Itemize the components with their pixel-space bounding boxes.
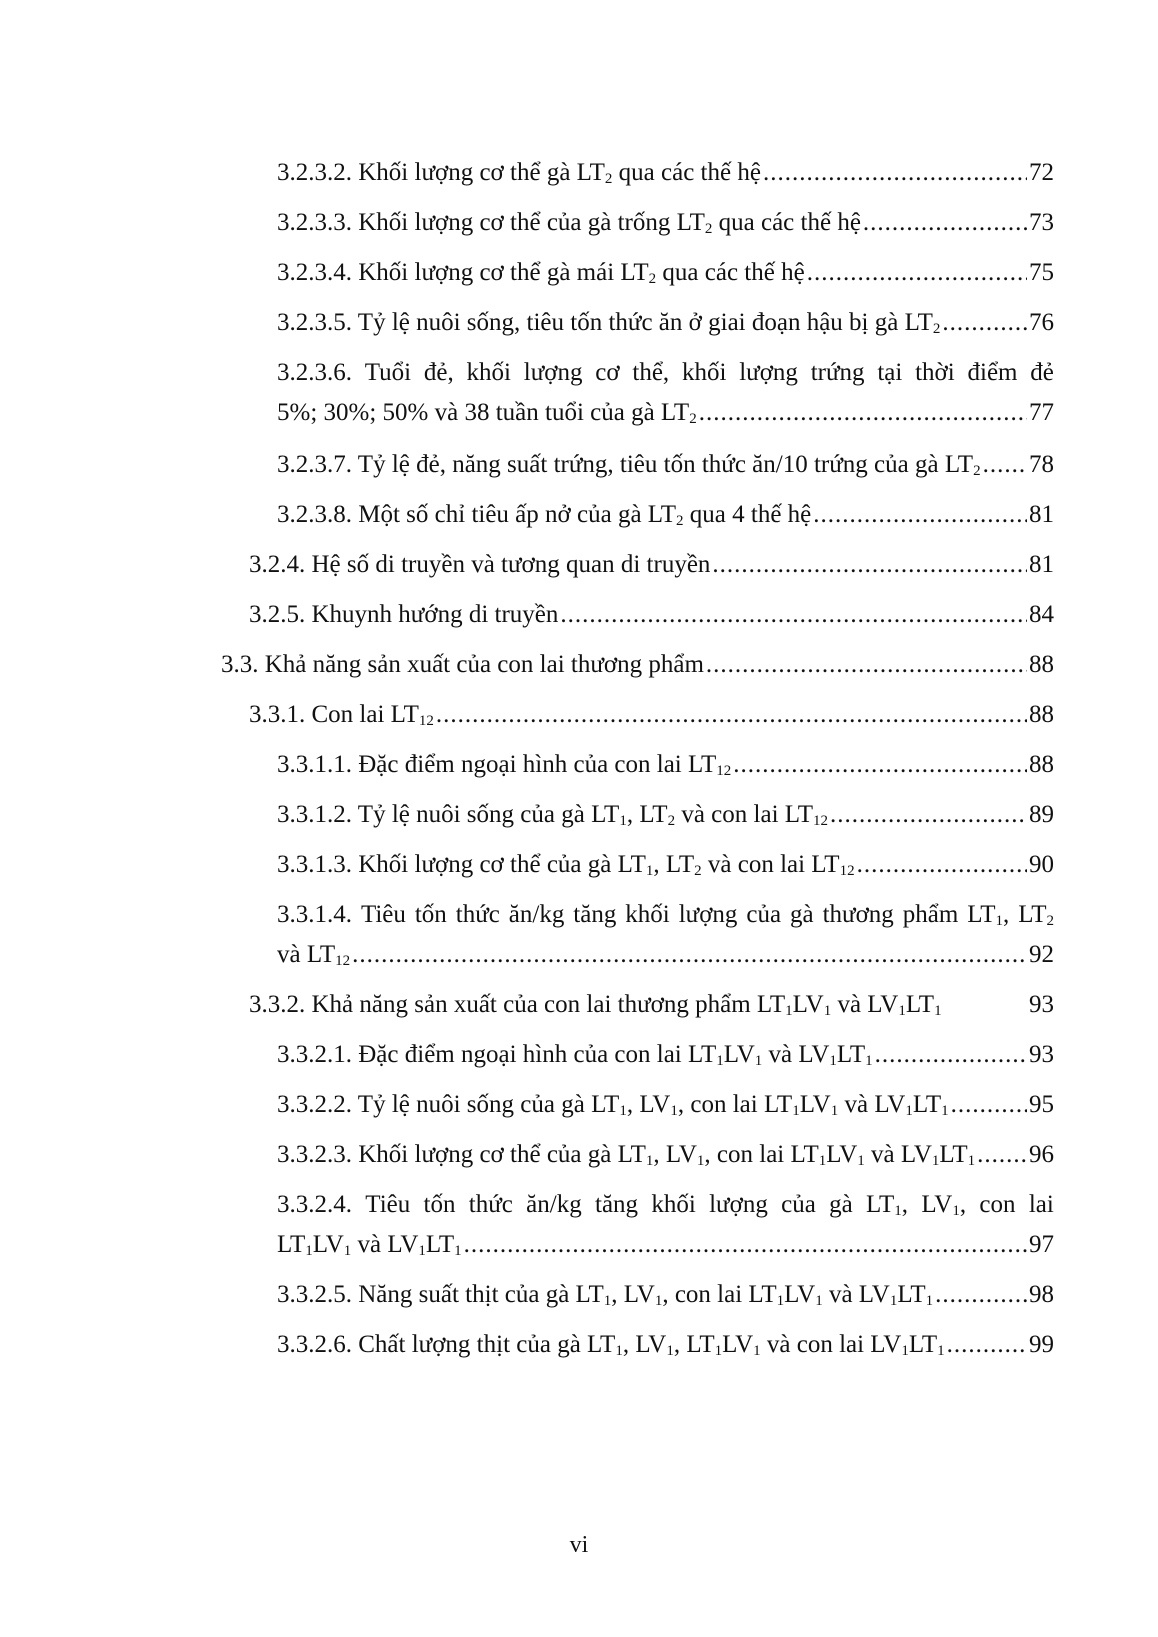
toc-text: tăng xyxy=(573,901,617,928)
toc-word: Tuổi xyxy=(364,359,412,386)
subscript: 1 xyxy=(901,1343,909,1359)
toc-text: LT xyxy=(866,1191,895,1218)
toc-word xyxy=(903,895,959,935)
toc-word xyxy=(424,1185,456,1225)
subscript: 1 xyxy=(792,1103,800,1119)
toc-text: và LV xyxy=(838,1091,906,1118)
toc-text: gà xyxy=(790,901,814,928)
toc-text: LT xyxy=(905,991,935,1018)
toc-word xyxy=(921,1185,966,1225)
toc-text: LV xyxy=(921,1191,953,1218)
toc-text: 3.3.2. Khả năng sản xuất của con lai thương phẩm LT xyxy=(249,991,786,1018)
toc-text: 3.3.1.2. Tỷ lệ nuôi sống của gà LT xyxy=(277,801,620,828)
subscript: 1 xyxy=(645,863,654,879)
toc-entry[interactable] xyxy=(221,645,1054,685)
toc-title xyxy=(221,645,704,685)
toc-text: , LT xyxy=(626,801,668,828)
subscript: 1 xyxy=(343,1243,352,1259)
toc-title xyxy=(277,1325,945,1365)
toc-title xyxy=(277,745,731,785)
subscript: 12 xyxy=(418,713,434,729)
subscript: 1 xyxy=(666,1343,674,1359)
toc-text: LV xyxy=(723,1041,755,1068)
toc-text: phẩm xyxy=(902,901,959,928)
toc-text: LT xyxy=(897,1281,926,1308)
leader-dots xyxy=(706,645,1027,685)
toc-word xyxy=(277,895,352,935)
toc-word: đẻ, xyxy=(423,359,454,386)
toc-word xyxy=(679,895,738,935)
toc-title xyxy=(277,845,855,885)
toc-text: , LV xyxy=(626,1091,671,1118)
subscript: 1 xyxy=(714,1343,723,1359)
toc-entry[interactable] xyxy=(277,1135,1054,1175)
toc-text: 3.3.1.1. Đặc điểm ngoại hình của con lai LT xyxy=(277,751,717,778)
subscript: 2 xyxy=(689,411,697,427)
toc-word: 3.2.3.6. xyxy=(277,359,352,386)
toc-text: và LV xyxy=(762,1041,830,1068)
leader-dots xyxy=(560,595,1027,635)
subscript: 1 xyxy=(865,1053,873,1069)
toc-page-number: 88 xyxy=(1029,651,1054,678)
subscript: 1 xyxy=(776,1293,785,1309)
leader-dots xyxy=(875,1035,1027,1075)
leader-dots xyxy=(935,1275,1027,1315)
toc-text: và con lai LT xyxy=(701,851,840,878)
toc-entry[interactable] xyxy=(277,745,1054,785)
subscript: 1 xyxy=(952,1203,960,1219)
leader-dots xyxy=(712,545,1027,585)
toc-entry[interactable] xyxy=(277,153,1054,193)
toc-text: lai xyxy=(1028,1191,1054,1218)
toc-text: LT xyxy=(939,1141,968,1168)
toc-entry[interactable] xyxy=(277,203,1054,243)
toc-word xyxy=(979,1185,1015,1225)
toc-page-number: 90 xyxy=(1029,851,1054,878)
toc-text: LV xyxy=(312,1231,344,1258)
subscript: 1 xyxy=(925,1293,934,1309)
toc-text: tăng xyxy=(595,1191,639,1218)
toc-page-number: 96 xyxy=(1029,1141,1054,1168)
leader-dots xyxy=(947,1325,1027,1365)
toc-text: con xyxy=(979,1191,1016,1218)
subscript: 2 xyxy=(973,463,981,479)
toc-entry[interactable] xyxy=(277,1185,1054,1265)
subscript: 1 xyxy=(696,1153,705,1169)
subscript: 1 xyxy=(815,1293,823,1309)
toc-title xyxy=(277,1225,462,1265)
subscript: 1 xyxy=(905,1103,913,1119)
toc-text: 3.2.3.5. Tỷ lệ nuôi sống, tiêu tốn thức ăn ở giai đoạn hậu bị gà LT xyxy=(277,309,933,336)
toc-word: lượng xyxy=(523,359,583,386)
toc-word: khối xyxy=(466,359,511,386)
toc-text: LT xyxy=(277,1231,306,1258)
toc-text: , con lai LT xyxy=(704,1141,819,1168)
toc-text: tốn xyxy=(414,901,447,928)
toc-text: Tiêu xyxy=(360,901,406,928)
toc-title xyxy=(277,203,861,243)
toc-word: lượng xyxy=(739,359,798,386)
subscript: 1 xyxy=(823,1003,832,1019)
toc-text: 3.3.2.6. Chất lượng thịt của gà LT xyxy=(277,1331,616,1358)
toc-word: trứng xyxy=(810,359,865,386)
toc-text: qua các thế hệ xyxy=(712,209,861,236)
toc-entry[interactable] xyxy=(249,695,1054,735)
toc-text: LT xyxy=(967,901,996,928)
subscript: 1 xyxy=(967,1153,976,1169)
toc-text: 3.2.3.8. Một số chỉ tiêu ấp nở của gà LT xyxy=(277,501,677,528)
toc-text: , LV xyxy=(622,1331,667,1358)
toc-page-number: 78 xyxy=(1029,451,1054,478)
subscript: 1 xyxy=(615,1343,623,1359)
subscript: 2 xyxy=(604,171,613,187)
subscript: 1 xyxy=(654,1293,663,1309)
toc-text: 3.2.3.4. Khối lượng cơ thể gà mái LT xyxy=(277,259,649,286)
subscript: 2 xyxy=(1046,913,1054,929)
toc-text: khối xyxy=(651,1191,696,1218)
toc-page-number: 99 xyxy=(1029,1331,1054,1358)
toc-word: cơ xyxy=(595,359,620,386)
toc-text: qua các thế hệ xyxy=(656,259,805,286)
toc-title xyxy=(277,303,940,343)
leader-dots xyxy=(830,795,1027,835)
toc-text: 3.2.5. Khuynh hướng di truyền xyxy=(249,601,559,628)
toc-text: và LV xyxy=(822,1281,890,1308)
leader-dots xyxy=(977,1135,1027,1175)
toc-entry[interactable] xyxy=(277,1085,1054,1125)
toc-word xyxy=(361,895,406,935)
toc-word: điểm xyxy=(967,359,1018,386)
toc-entry[interactable] xyxy=(249,545,1054,585)
toc-entry[interactable] xyxy=(277,895,1054,975)
toc-title xyxy=(277,795,828,835)
toc-word xyxy=(469,1185,513,1225)
toc-text: tốn xyxy=(423,1191,456,1218)
leader-dots xyxy=(699,393,1027,433)
toc-text: LT xyxy=(908,1331,938,1358)
subscript: 1 xyxy=(857,1153,865,1169)
toc-page-number: 89 xyxy=(1029,801,1054,828)
toc-text: , con lai LT xyxy=(662,1281,777,1308)
toc-title xyxy=(277,1085,949,1125)
toc-text: của xyxy=(746,901,782,928)
toc-title xyxy=(277,253,805,293)
subscript: 12 xyxy=(813,813,829,829)
toc-page-number: 93 xyxy=(1029,1041,1054,1068)
toc-word xyxy=(790,895,814,935)
subscript: 2 xyxy=(932,321,941,337)
toc-text: và con lai LT xyxy=(675,801,814,828)
toc-page-number: 98 xyxy=(1029,1281,1054,1308)
toc-text: thức xyxy=(455,901,500,928)
leader-dots xyxy=(942,303,1027,343)
toc-page-number: 81 xyxy=(1029,501,1054,528)
toc-text: LT xyxy=(425,1231,455,1258)
toc-page-number: 88 xyxy=(1029,701,1054,728)
toc-word xyxy=(709,1185,768,1225)
toc-text: LV xyxy=(826,1141,858,1168)
toc-text: ăn/kg xyxy=(508,901,565,928)
toc-word xyxy=(509,895,565,935)
toc-word xyxy=(829,1185,853,1225)
toc-text: 3.3.1.4. xyxy=(277,901,352,928)
toc-title xyxy=(277,393,697,433)
toc-page-number: 76 xyxy=(1029,309,1054,336)
toc-text: và LV xyxy=(864,1141,932,1168)
toc-title xyxy=(277,153,761,193)
leader-dots xyxy=(807,253,1027,293)
toc-text: 3.3. Khả năng sản xuất của con lai thương phẩm xyxy=(221,651,704,678)
subscript: 1 xyxy=(894,1203,902,1219)
toc-entry[interactable] xyxy=(249,985,1054,1025)
toc-text: , LV xyxy=(653,1141,697,1168)
toc-page-number: 73 xyxy=(1029,209,1054,236)
leader-dots xyxy=(763,153,1027,193)
toc-word: khối xyxy=(681,359,727,386)
toc-page-number: 84 xyxy=(1029,601,1054,628)
toc-page-number: 72 xyxy=(1029,159,1054,186)
leader-dots xyxy=(813,495,1027,535)
leader-dots xyxy=(951,1085,1027,1125)
leader-dots xyxy=(352,935,1027,975)
toc-page-number: 95 xyxy=(1029,1091,1054,1118)
toc-text: LT xyxy=(1018,901,1047,928)
subscript: 1 xyxy=(995,913,1004,929)
toc-text: 5%; 30%; 50% và 38 tuần tuổi của gà LT xyxy=(277,399,690,426)
toc-entry[interactable] xyxy=(277,845,1054,885)
toc-word xyxy=(746,895,781,935)
toc-entry[interactable] xyxy=(277,1035,1054,1075)
subscript: 1 xyxy=(931,1153,940,1169)
toc-word: thời xyxy=(915,359,955,386)
toc-text: thương xyxy=(822,901,894,928)
toc-text: qua 4 thế hệ xyxy=(683,501,812,528)
toc-page-number: 81 xyxy=(1029,551,1054,578)
toc-entry[interactable] xyxy=(277,253,1054,293)
toc-text: LT xyxy=(836,1041,866,1068)
toc-word xyxy=(277,1185,352,1225)
subscript: 2 xyxy=(704,221,713,237)
toc-text: , LV xyxy=(611,1281,655,1308)
toc-title xyxy=(249,985,942,1025)
toc-text: 3.3.1.3. Khối lượng cơ thể của gà LT xyxy=(277,851,646,878)
toc-page-number: 88 xyxy=(1029,751,1054,778)
subscript: 1 xyxy=(818,1153,827,1169)
toc-text: Tiêu xyxy=(365,1191,411,1218)
toc-word xyxy=(781,1185,816,1225)
toc-word xyxy=(1018,895,1054,935)
subscript: 1 xyxy=(619,1103,627,1119)
leader-dots xyxy=(857,845,1027,885)
toc-word xyxy=(456,895,500,935)
toc-text: và LV xyxy=(351,1231,419,1258)
page-number: vi xyxy=(569,1532,589,1558)
subscript: 1 xyxy=(889,1293,898,1309)
toc-text: , xyxy=(1003,901,1010,928)
toc-word xyxy=(625,895,669,935)
toc-word: thể, xyxy=(632,359,670,386)
toc-text: 3.3.2.1. Đặc điểm ngoại hình của con lai LT xyxy=(277,1041,717,1068)
toc-text: và con lai LV xyxy=(760,1331,902,1358)
toc-page-number: 93 xyxy=(1029,991,1054,1018)
toc-title xyxy=(249,545,710,585)
subscript: 1 xyxy=(830,1103,839,1119)
toc-word xyxy=(526,1185,582,1225)
toc-entry[interactable] xyxy=(249,595,1054,635)
subscript: 1 xyxy=(670,1103,678,1119)
toc-title xyxy=(277,1135,975,1175)
subscript: 2 xyxy=(667,813,676,829)
toc-page-number: 97 xyxy=(1029,1231,1054,1258)
toc-word xyxy=(365,1185,410,1225)
toc-text: 3.2.3.7. Tỷ lệ đẻ, năng suất trứng, tiêu tốn thức ăn/10 trứng của gà LT xyxy=(277,451,974,478)
toc-entry[interactable] xyxy=(277,795,1054,835)
toc-text: lượng xyxy=(678,901,738,928)
subscript: 12 xyxy=(335,953,351,969)
toc-word: đẻ xyxy=(1030,359,1054,386)
subscript: 1 xyxy=(753,1343,761,1359)
toc-text: , xyxy=(959,1191,967,1218)
toc-title xyxy=(249,695,434,735)
toc-text: và LT xyxy=(277,941,336,968)
leader-dots xyxy=(733,745,1027,785)
toc-text: LV xyxy=(784,1281,816,1308)
subscript: 1 xyxy=(829,1053,837,1069)
leader-dots xyxy=(436,695,1027,735)
toc-title xyxy=(277,1035,873,1075)
leader-dots xyxy=(464,1225,1027,1265)
subscript: 1 xyxy=(941,1103,949,1119)
toc-word xyxy=(415,895,447,935)
toc-text: 3.2.3.3. Khối lượng cơ thể của gà trống LT xyxy=(277,209,705,236)
toc-text: qua các thế hệ xyxy=(612,159,761,186)
leader-dots xyxy=(983,445,1027,485)
toc-entry[interactable] xyxy=(277,495,1054,535)
toc-text: LV xyxy=(722,1331,754,1358)
subscript: 1 xyxy=(937,1343,945,1359)
toc-text: 3.3.1. Con lai LT xyxy=(249,701,419,728)
subscript: 1 xyxy=(305,1243,313,1259)
subscript: 1 xyxy=(418,1243,426,1259)
toc-text: 3.2.3.2. Khối lượng cơ thể gà LT xyxy=(277,159,605,186)
subscript: 2 xyxy=(694,863,702,879)
toc-text: , LT xyxy=(673,1331,715,1358)
toc-text: thức xyxy=(468,1191,513,1218)
toc-entry[interactable] xyxy=(277,353,1054,433)
subscript: 12 xyxy=(716,763,732,779)
toc-word xyxy=(866,1185,908,1225)
toc-page-number: 92 xyxy=(1029,941,1054,968)
toc-text: LV xyxy=(792,991,824,1018)
toc-entry[interactable] xyxy=(277,1325,1054,1365)
toc-word xyxy=(573,895,616,935)
toc-page-number: 75 xyxy=(1029,259,1054,286)
toc-word xyxy=(1029,1185,1054,1225)
toc-text: 3.3.2.3. Khối lượng cơ thể của gà LT xyxy=(277,1141,646,1168)
subscript: 1 xyxy=(603,1293,612,1309)
toc-title xyxy=(249,595,558,635)
toc-title xyxy=(277,1275,933,1315)
toc-text: , LT xyxy=(653,851,695,878)
subscript: 12 xyxy=(839,863,855,879)
toc-entry[interactable] xyxy=(277,445,1054,485)
toc-text: 3.3.2.5. Năng suất thịt của gà LT xyxy=(277,1281,604,1308)
toc-text: và LV xyxy=(831,991,899,1018)
toc-page-number: 77 xyxy=(1029,399,1054,426)
toc-text: , xyxy=(901,1191,909,1218)
toc-word xyxy=(967,895,1009,935)
subscript: 1 xyxy=(898,1003,906,1019)
toc-entry[interactable] xyxy=(277,1275,1054,1315)
toc-word xyxy=(595,1185,638,1225)
subscript: 1 xyxy=(716,1053,724,1069)
toc-text: LT xyxy=(912,1091,942,1118)
toc-title xyxy=(277,935,350,975)
leader-dots xyxy=(863,203,1027,243)
subscript: 1 xyxy=(934,1003,942,1019)
toc-text: ăn/kg xyxy=(526,1191,582,1218)
toc-word xyxy=(823,895,894,935)
toc-title xyxy=(277,445,981,485)
toc-entry[interactable] xyxy=(277,303,1054,343)
toc-title xyxy=(277,495,811,535)
toc-text: gà xyxy=(829,1191,853,1218)
toc-text: khối xyxy=(625,901,670,928)
toc-text: lượng xyxy=(709,1191,768,1218)
toc-text: 3.3.2.2. Tỷ lệ nuôi sống của gà LT xyxy=(277,1091,620,1118)
toc-text: LV xyxy=(799,1091,831,1118)
subscript: 1 xyxy=(645,1153,654,1169)
subscript: 2 xyxy=(676,513,684,529)
toc-text: , con lai LT xyxy=(677,1091,793,1118)
subscript: 1 xyxy=(785,1003,793,1019)
toc-word: tại xyxy=(877,359,903,386)
toc-word xyxy=(651,1185,695,1225)
subscript: 1 xyxy=(619,813,627,829)
subscript: 1 xyxy=(454,1243,462,1259)
toc-text: 3.2.4. Hệ số di truyền và tương quan di truyền xyxy=(249,551,711,578)
toc-text: 3.3.2.4. xyxy=(277,1191,352,1218)
subscript: 1 xyxy=(754,1053,763,1069)
subscript: 2 xyxy=(648,271,657,287)
toc-text: của xyxy=(781,1191,816,1218)
